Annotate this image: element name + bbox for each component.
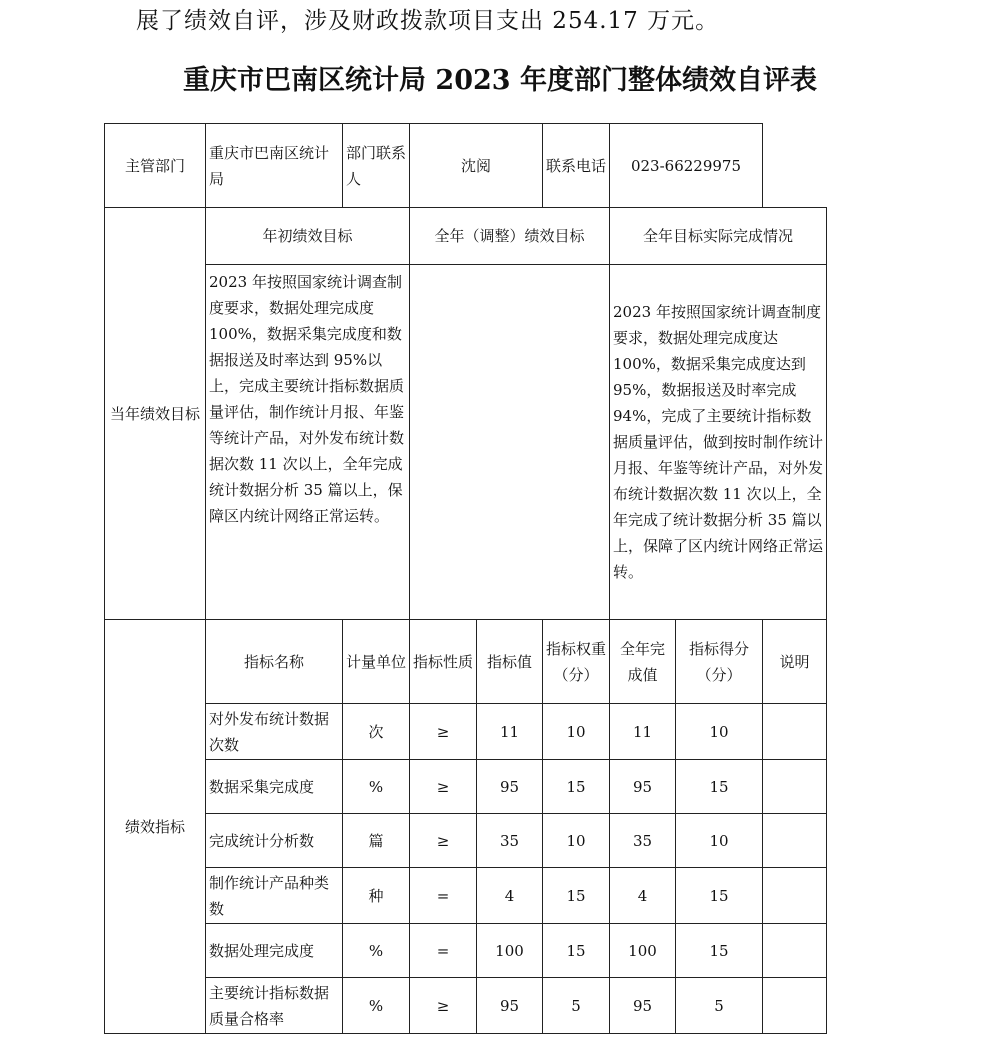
indicator-nature: ≥ — [410, 814, 477, 868]
table-row — [105, 924, 827, 978]
indicator-score: 5 — [676, 978, 763, 1034]
indicator-nature: ≥ — [410, 704, 477, 760]
indicator-note — [763, 704, 827, 760]
indicator-name: 对外发布统计数据次数 — [206, 704, 343, 760]
intro-text: 展了绩效自评，涉及财政拨款项目支出 254.17 万元。 — [136, 8, 720, 34]
indicator-target: 100 — [477, 924, 543, 978]
goals-col-initial: 年初绩效目标 — [206, 208, 410, 265]
col-nature: 指标性质 — [410, 620, 477, 704]
indicator-actual: 100 — [610, 924, 676, 978]
contact-label: 部门联系人 — [343, 124, 410, 208]
indicator-target: 35 — [477, 814, 543, 868]
indicator-note — [763, 760, 827, 814]
indicator-nature: ≥ — [410, 978, 477, 1034]
indicator-actual: 95 — [610, 978, 676, 1034]
indicator-note — [763, 814, 827, 868]
indicator-note — [763, 924, 827, 978]
table-row — [105, 704, 827, 760]
phone-label: 联系电话 — [543, 124, 610, 208]
indicator-score: 15 — [676, 760, 763, 814]
indicator-score: 10 — [676, 814, 763, 868]
indicator-unit: 次 — [343, 704, 410, 760]
col-actual: 全年完成值 — [610, 620, 676, 704]
indicator-score: 15 — [676, 868, 763, 924]
contact-value: 沈阅 — [410, 124, 543, 208]
indicator-target: 95 — [477, 760, 543, 814]
indicator-target: 11 — [477, 704, 543, 760]
goals-header-row — [105, 208, 827, 265]
col-target: 指标值 — [477, 620, 543, 704]
phone-value: 023-66229975 — [610, 124, 763, 208]
indicator-note — [763, 978, 827, 1034]
table-row — [105, 978, 827, 1034]
indicator-note — [763, 868, 827, 924]
page-title: 重庆市巴南区统计局 2023 年度部门整体绩效自评表 — [183, 65, 817, 96]
indicator-actual: 11 — [610, 704, 676, 760]
indicator-target: 95 — [477, 978, 543, 1034]
indicator-name: 主要统计指标数据质量合格率 — [206, 978, 343, 1034]
indicator-actual: 35 — [610, 814, 676, 868]
goals-content-row — [105, 265, 827, 620]
goals-adjusted-text — [410, 265, 610, 620]
indicator-name: 数据处理完成度 — [206, 924, 343, 978]
dept-value: 重庆市巴南区统计局 — [206, 124, 343, 208]
indicators-section-label: 绩效指标 — [105, 620, 206, 1034]
indicator-actual: 4 — [610, 868, 676, 924]
col-unit: 计量单位 — [343, 620, 410, 704]
goals-col-adjusted: 全年（调整）绩效目标 — [410, 208, 610, 265]
self-evaluation-table — [104, 123, 827, 1034]
indicator-nature: ≥ — [410, 760, 477, 814]
table-row — [105, 814, 827, 868]
indicator-name: 数据采集完成度 — [206, 760, 343, 814]
indicator-weight: 15 — [543, 868, 610, 924]
indicator-unit: 篇 — [343, 814, 410, 868]
indicator-weight: 5 — [543, 978, 610, 1034]
col-weight: 指标权重（分） — [543, 620, 610, 704]
indicator-weight: 15 — [543, 924, 610, 978]
header-row — [105, 124, 827, 208]
indicator-target: 4 — [477, 868, 543, 924]
goals-col-actual: 全年目标实际完成情况 — [610, 208, 827, 265]
indicator-actual: 95 — [610, 760, 676, 814]
dept-label: 主管部门 — [105, 124, 206, 208]
indicator-unit: % — [343, 760, 410, 814]
indicator-name: 完成统计分析数 — [206, 814, 343, 868]
indicator-score: 10 — [676, 704, 763, 760]
indicator-name: 制作统计产品种类数 — [206, 868, 343, 924]
col-note: 说明 — [763, 620, 827, 704]
indicator-weight: 15 — [543, 760, 610, 814]
col-name: 指标名称 — [206, 620, 343, 704]
indicator-nature: = — [410, 868, 477, 924]
indicator-weight: 10 — [543, 704, 610, 760]
indicator-weight: 10 — [543, 814, 610, 868]
col-score: 指标得分（分） — [676, 620, 763, 704]
indicator-score: 15 — [676, 924, 763, 978]
goals-initial-text: 2023 年按照国家统计调查制度要求，数据处理完成度 100%，数据采集完成度和数据报送及时率达到 95%以上，完成主要统计指标数据质量评估，制作统计月报、年鉴等统计产品，对外发布统计数据次数 11 次以上，全年完成统计数据分析 35 篇以上，保障区内统计网络正常运转。 — [206, 265, 410, 620]
goals-section-label: 当年绩效目标 — [105, 208, 206, 620]
table-row — [105, 760, 827, 814]
goals-actual-text: 2023 年按照国家统计调查制度要求，数据处理完成度达 100%，数据采集完成度达到 95%，数据报送及时率完成 94%，完成了主要统计指标数据质量评估，做到按时制作统计月报、年鉴等统计产品，对外发布统计数据次数 11 次以上，全年完成了统计数据分析 35 篇以上，保障了区内统计网络正常运转。 — [610, 265, 827, 620]
indicator-unit: % — [343, 978, 410, 1034]
indicator-unit: % — [343, 924, 410, 978]
indicators-header-row — [105, 620, 827, 704]
table-row — [105, 868, 827, 924]
indicator-nature: = — [410, 924, 477, 978]
indicator-unit: 种 — [343, 868, 410, 924]
